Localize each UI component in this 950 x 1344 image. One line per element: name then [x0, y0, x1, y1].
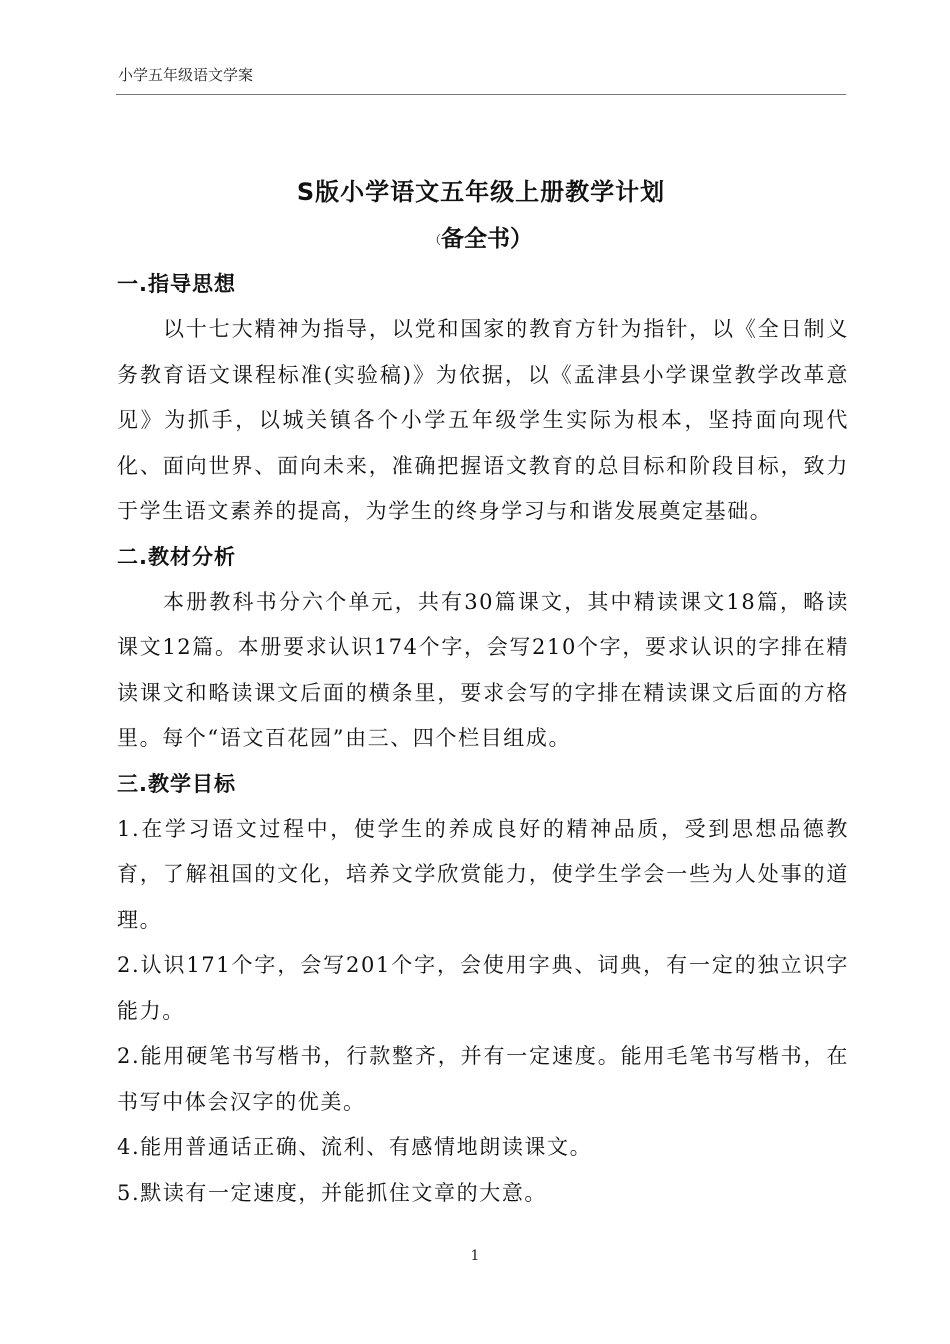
section-heading-guiding-thought: 一.指导思想: [117, 272, 236, 296]
subtitle-text: 备全书: [441, 226, 510, 252]
goal-item-5: 5.默读有一定速度，并能抓住文章的大意。: [117, 1180, 548, 1205]
goal-item-1: 1.在学习语文过程中，使学生的养成良好的精神品质，受到思想品德教育，了解祖国的文化，培养文学欣赏能力，使学生学会一些为人处事的道理。: [117, 816, 849, 932]
paragraph-guiding-thought: 以十七大精神为指导，以党和国家的教育方针为指针，以《全日制义务教育语文课程标准(实验稿)》为依据，以《孟津县小学课堂教学改革意见》为抓手，以城关镇各个小学五年级学生实际为根本，坚持面向现代化、面向世界、面向未来，准确把握语文教育的总目标和阶段目标，致力于学生语文素养的提高，为学生的终身学习与和谐发展奠定基础。: [117, 317, 849, 523]
document-subtitle: [116, 220, 846, 253]
goal-item-2: 2.认识171个字，会写201个字，会使用字典、词典，有一定的独立识字能力。: [117, 953, 849, 1023]
section-heading-textbook-analysis: 二.教材分析: [117, 544, 236, 569]
subtitle-close-paren: ）: [510, 226, 533, 252]
paragraph-textbook-analysis: 本册教科书分六个单元，共有30篇课文，其中精读课文18篇，略读课文12篇。本册要求认识174个字，会写210个字，要求认识的字排在精读课文和略读课文后面的横条里，要求会写的字排在精读课文后面的方格里。每个“语文百花园”由三、四个栏目组成。: [117, 589, 849, 750]
page-number: 1: [470, 1248, 480, 1264]
goal-item-3: 2.能用硬笔书写楷书，行款整齐，并有一定速度。能用毛笔书写楷书，在书写中体会汉字的优美。: [117, 1044, 849, 1114]
goal-item-4: 4.能用普通话正确、流利、有感情地朗读课文。: [117, 1135, 593, 1159]
document-body: [117, 262, 849, 1216]
document-title: S版小学语文五年级上册教学计划: [296, 178, 666, 206]
running-header: 小学五年级语文学案: [118, 66, 254, 84]
section-heading-teaching-goals: 三.教学目标: [117, 771, 236, 796]
header-divider: [116, 94, 846, 95]
subtitle-open-paren: （: [428, 233, 441, 247]
